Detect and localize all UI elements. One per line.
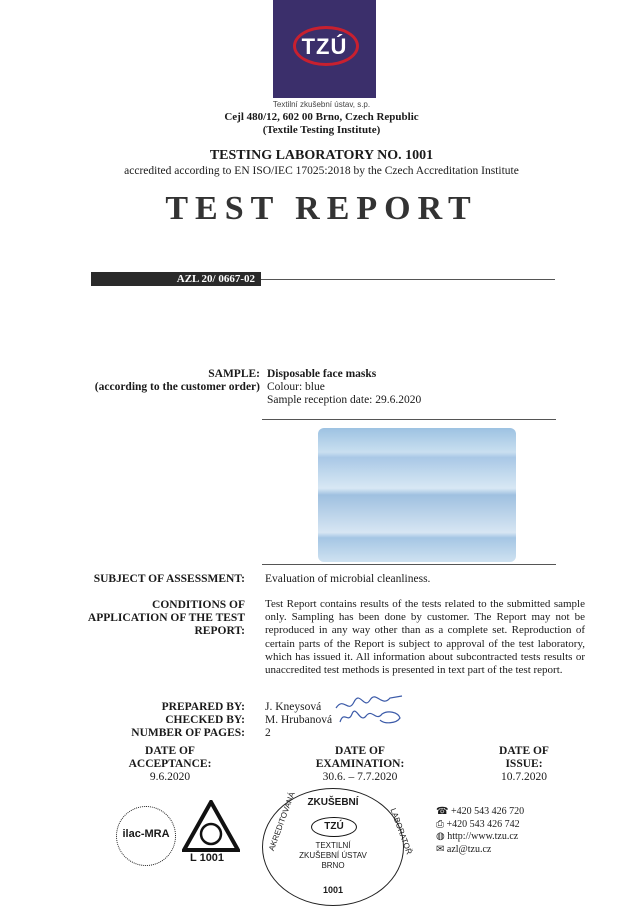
globe-icon: ◍ [436,831,448,842]
checked-value: M. Hrubanová [265,714,333,726]
prepared-label: PREPARED BY: [161,701,245,713]
pages-value: 2 [265,727,271,739]
stamp-bottom: 1001 [322,885,344,895]
sample-colour: Colour: blue [267,381,325,393]
sample-reception: Sample reception date: 29.6.2020 [267,394,422,406]
checked-label: CHECKED BY: [165,714,245,726]
stamp-left: AKREDITOVANÁ [267,790,297,853]
phone-icon: ☎ [436,806,451,817]
conditions-text: Test Report contains results of the tests related to the submitted sample only. Sampling has been done by customer. The Report may not be reproduced in any way other than as a complete set. Reproduction of certain parts of the Report is subject to approval of the test laboratory, which has issued it. All information about subcontracted tests results or unaccredited test methods is presented in text part of the test report. [265,598,585,677]
photo-rule [262,564,556,565]
report-number-bar [91,272,261,286]
sample-sublabel: (according to the customer order) [94,381,260,393]
acceptance-value: 9.6.2020 [149,771,191,783]
subject-value: Evaluation of microbial cleanliness. [265,573,431,585]
stamp-line-3: BRNO [321,861,345,870]
examination-value: 30.6. – 7.7.2020 [322,771,398,783]
web-row [436,831,524,844]
report-number: AZL 20/ 0667-02 [176,273,255,285]
email-row [436,844,524,857]
accreditation: accredited according to EN ISO/IEC 17025:2018 by the Czech Accreditation Institute [124,165,519,177]
fax-icon: ⎙ [436,818,447,830]
prepared-value: J. Kneysová [265,701,322,713]
fax: +420 543 426 742 [446,818,520,830]
stamp-line-1: TEXTILNÍ [315,841,351,850]
issue-value: 10.7.2020 [501,771,547,783]
cai-triangle-logo [182,800,240,852]
stamp-top: ZKUŠEBNÍ [307,797,359,808]
conditions-label-3: REPORT: [194,625,245,637]
subject-label: SUBJECT OF ASSESSMENT: [93,573,245,585]
envelope-icon: ✉ [436,843,447,855]
address: Cejl 480/12, 602 00 Brno, Czech Republic [224,111,419,123]
phone-row [436,806,524,819]
conditions-label-2: APPLICATION OF THE TEST [87,612,245,624]
accreditation-stamp [262,788,414,906]
sample-photo [318,428,516,562]
stamp-right: LABORATOŘ [388,807,414,856]
phone: +420 543 426 720 [450,806,525,817]
web-link[interactable]: http://www.tzu.cz [447,831,519,842]
institute-cz: Textilní zkušební ústav, s.p. [272,100,371,109]
ilac-mra-logo [116,806,176,866]
lab-number: L 1001 [190,852,225,864]
sample-name: Disposable face masks [267,368,377,380]
sample-rule [262,419,556,420]
fax-row [436,819,524,832]
issue-label-1: DATE OF [499,745,549,757]
report-number-rule [261,279,555,280]
issue-label-2: ISSUE: [505,758,543,770]
stamp-logo: TZÚ [311,817,357,837]
contact-block [436,806,524,856]
institute-en: (Textile Testing Institute) [262,124,381,136]
ilac-text: ilac-MRA [122,828,170,840]
lab-title: TESTING LABORATORY NO. 1001 [209,148,434,163]
examination-label-1: DATE OF [335,745,385,757]
email-link[interactable]: azl@tzu.cz [446,843,492,855]
report-title: TEST REPORT [165,190,478,227]
sample-label: SAMPLE: [208,368,260,380]
acceptance-label-2: ACCEPTANCE: [128,758,212,770]
conditions-label-1: CONDITIONS OF [152,599,245,611]
signature-hrubanova [336,706,406,728]
acceptance-label-1: DATE OF [145,745,195,757]
tzu-logo [273,0,376,98]
logo-text: TZÚ [301,34,348,59]
stamp-line-2: ZKUŠEBNÍ ÚSTAV [299,851,367,860]
pages-label: NUMBER OF PAGES: [131,727,245,739]
examination-label-2: EXAMINATION: [315,758,405,770]
